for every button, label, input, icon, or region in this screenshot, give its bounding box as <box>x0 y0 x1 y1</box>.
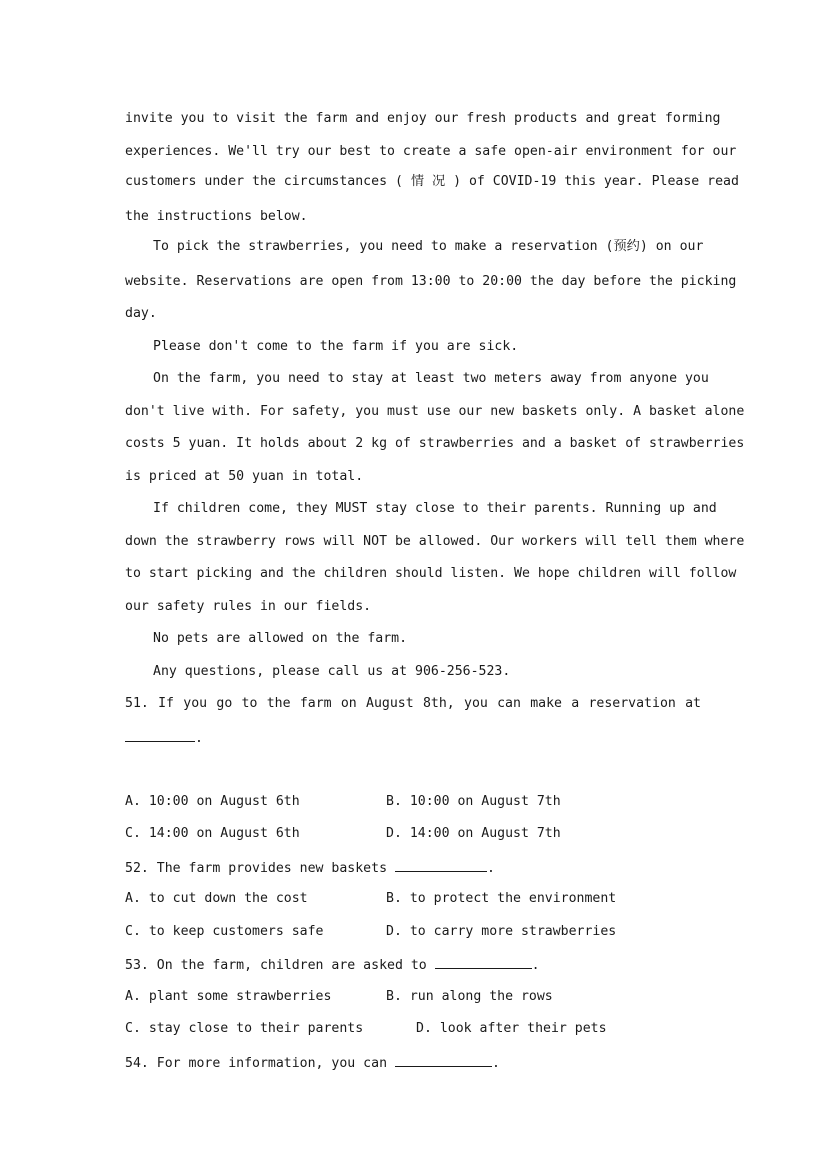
option-b[interactable]: B. 10:00 on August 7th <box>386 794 561 809</box>
question-stem: 52. The farm provides new baskets <box>125 861 388 876</box>
passage-line: don't live with. For safety, you must use our new baskets only. A basket alone <box>125 404 745 419</box>
question-row <box>125 858 701 878</box>
passage-line: day. <box>125 306 157 321</box>
passage-line: If children come, they MUST stay close to their parents. Running up and <box>153 501 717 516</box>
option-c[interactable]: C. to keep customers safe <box>125 924 324 939</box>
option-c[interactable]: C. 14:00 on August 6th <box>125 826 300 841</box>
passage-line: website. Reservations are open from 13:00 to 20:00 the day before the picking <box>125 274 737 289</box>
answer-blank[interactable] <box>435 955 532 969</box>
answer-line <box>125 728 701 748</box>
passage-line: Any questions, please call us at 906-256-523. <box>153 664 511 679</box>
answer-blank[interactable] <box>395 1053 492 1067</box>
stem-end: . <box>195 731 203 746</box>
option-d[interactable]: D. look after their pets <box>416 1021 607 1036</box>
option-d[interactable]: D. 14:00 on August 7th <box>386 826 561 841</box>
passage-line: On the farm, you need to stay at least two meters away from anyone you <box>153 371 709 386</box>
option-b[interactable]: B. run along the rows <box>386 989 553 1004</box>
passage-line: To pick the strawberries, you need to make a reservation (预约) on our <box>153 239 704 254</box>
option-a[interactable]: A. 10:00 on August 6th <box>125 794 300 809</box>
passage-line: our safety rules in our fields. <box>125 599 372 614</box>
question-stem: 51. If you go to the farm on August 8th, you can make a reservation at <box>125 696 701 711</box>
stem-end: . <box>531 958 540 973</box>
passage-line: Please don't come to the farm if you are sick. <box>153 339 519 354</box>
option-a[interactable]: A. plant some strawberries <box>125 989 332 1004</box>
answer-blank[interactable] <box>125 728 195 742</box>
passage-line: customers under the circumstances ( 情 况 ) of COVID-19 this year. Please read <box>125 174 739 189</box>
passage-line: to start picking and the children should listen. We hope children will follow <box>125 566 737 581</box>
stem-end: . <box>491 1056 500 1071</box>
option-c[interactable]: C. stay close to their parents <box>125 1021 364 1036</box>
passage-line: down the strawberry rows will NOT be allowed. Our workers will tell them where <box>125 534 745 549</box>
question-row <box>125 955 701 975</box>
passage-line: costs 5 yuan. It holds about 2 kg of strawberries and a basket of strawberries <box>125 436 745 451</box>
option-d[interactable]: D. to carry more strawberries <box>386 924 617 939</box>
passage-line: experiences. We'll try our best to create a safe open-air environment for our <box>125 144 737 159</box>
option-a[interactable]: A. to cut down the cost <box>125 891 308 906</box>
question-stem: 53. On the farm, children are asked to <box>125 958 427 973</box>
option-b[interactable]: B. to protect the environment <box>386 891 617 906</box>
question-row <box>125 1053 701 1073</box>
passage-line: the instructions below. <box>125 209 308 224</box>
answer-blank[interactable] <box>395 858 487 872</box>
passage-line: is priced at 50 yuan in total. <box>125 469 364 484</box>
passage-line: invite you to visit the farm and enjoy our fresh products and great forming <box>125 111 721 126</box>
question-stem: 54. For more information, you can <box>125 1056 388 1071</box>
stem-end: . <box>486 861 495 876</box>
passage-line: No pets are allowed on the farm. <box>153 631 408 646</box>
